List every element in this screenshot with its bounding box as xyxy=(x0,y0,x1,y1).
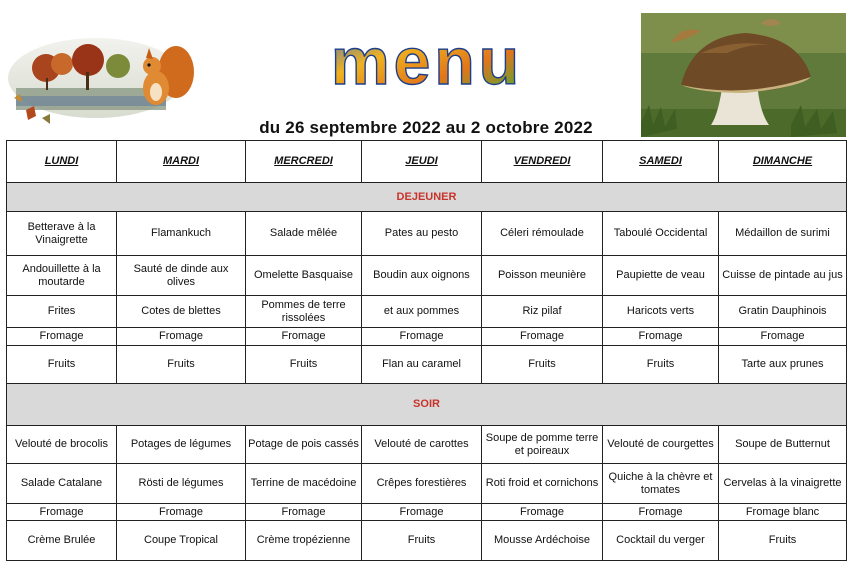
meal-cell: Tarte aux prunes xyxy=(719,346,847,384)
meal-cell: Fruits xyxy=(7,346,117,384)
day-header: MARDI xyxy=(117,141,246,183)
table-row xyxy=(7,296,847,328)
meal-cell: Velouté de brocolis xyxy=(7,426,117,464)
meal-cell: Cuisse de pintade au jus xyxy=(719,256,847,296)
meal-cell: Crêpes forestières xyxy=(362,464,482,504)
meal-cell: Roti froid et cornichons xyxy=(482,464,603,504)
meal-cell: Cocktail du verger xyxy=(603,521,719,561)
table-row xyxy=(7,346,847,384)
day-header: MERCREDI xyxy=(246,141,362,183)
meal-cell: Potage de pois cassés xyxy=(246,426,362,464)
meal-cell: Haricots verts xyxy=(603,296,719,328)
meal-cell: Coupe Tropical xyxy=(117,521,246,561)
lunch-section-row xyxy=(7,183,847,212)
lunch-section-label: DEJEUNER xyxy=(7,183,847,212)
meal-cell: Soupe de pomme terre et poireaux xyxy=(482,426,603,464)
meal-cell: Céleri rémoulade xyxy=(482,212,603,256)
table-row xyxy=(7,256,847,296)
day-header: DIMANCHE xyxy=(719,141,847,183)
meal-cell: Fromage xyxy=(362,328,482,346)
meal-cell: Fruits xyxy=(719,521,847,561)
meal-cell: Fromage xyxy=(719,328,847,346)
table-row xyxy=(7,328,847,346)
dinner-section-label: SOIR xyxy=(7,384,847,426)
table-row xyxy=(7,212,847,256)
meal-cell: Terrine de macédoine xyxy=(246,464,362,504)
meal-cell: Fromage xyxy=(7,504,117,521)
squirrel-landscape-illustration xyxy=(6,28,202,126)
meal-cell: Fromage blanc xyxy=(719,504,847,521)
meal-cell: Salade mêlée xyxy=(246,212,362,256)
day-header: SAMEDI xyxy=(603,141,719,183)
meal-cell: Médaillon de surimi xyxy=(719,212,847,256)
meal-cell: et aux pommes xyxy=(362,296,482,328)
meal-cell: Poisson meunière xyxy=(482,256,603,296)
svg-text:menu: menu xyxy=(330,34,524,98)
meal-cell: Fromage xyxy=(482,504,603,521)
meal-cell: Mousse Ardéchoise xyxy=(482,521,603,561)
menu-title xyxy=(282,34,572,98)
meal-cell: Pates au pesto xyxy=(362,212,482,256)
meal-cell: Fruits xyxy=(362,521,482,561)
meal-cell: Riz pilaf xyxy=(482,296,603,328)
day-header: JEUDI xyxy=(362,141,482,183)
meal-cell: Fromage xyxy=(246,328,362,346)
day-header-row xyxy=(7,141,847,183)
meal-cell: Crème tropézienne xyxy=(246,521,362,561)
meal-cell: Fromage xyxy=(246,504,362,521)
meal-cell: Fromage xyxy=(603,504,719,521)
meal-cell: Velouté de carottes xyxy=(362,426,482,464)
meal-cell: Fromage xyxy=(7,328,117,346)
meal-cell: Betterave à la Vinaigrette xyxy=(7,212,117,256)
meal-cell: Sauté de dinde aux olives xyxy=(117,256,246,296)
meal-cell: Crème Brulée xyxy=(7,521,117,561)
table-row xyxy=(7,426,847,464)
table-row xyxy=(7,504,847,521)
meal-cell: Fromage xyxy=(117,328,246,346)
day-header: LUNDI xyxy=(7,141,117,183)
meal-cell: Cervelas à la vinaigrette xyxy=(719,464,847,504)
meal-cell: Andouillette à la moutarde xyxy=(7,256,117,296)
meal-cell: Velouté de courgettes xyxy=(603,426,719,464)
meal-cell: Fromage xyxy=(482,328,603,346)
meal-cell: Fruits xyxy=(482,346,603,384)
meal-cell: Gratin Dauphinois xyxy=(719,296,847,328)
meal-cell: Omelette Basquaise xyxy=(246,256,362,296)
meal-cell: Fruits xyxy=(603,346,719,384)
meal-cell: Paupiette de veau xyxy=(603,256,719,296)
meal-cell: Fruits xyxy=(117,346,246,384)
meal-cell: Fruits xyxy=(246,346,362,384)
meal-cell: Fromage xyxy=(362,504,482,521)
meal-cell: Soupe de Butternut xyxy=(719,426,847,464)
meal-cell: Potages de légumes xyxy=(117,426,246,464)
meal-cell: Frites xyxy=(7,296,117,328)
dinner-section-row xyxy=(7,384,847,426)
meal-cell: Rösti de légumes xyxy=(117,464,246,504)
table-row xyxy=(7,464,847,504)
meal-cell: Fromage xyxy=(603,328,719,346)
meal-cell: Quiche à la chèvre et tomates xyxy=(603,464,719,504)
meal-cell: Salade Catalane xyxy=(7,464,117,504)
meal-cell: Taboulé Occidental xyxy=(603,212,719,256)
meal-cell: Boudin aux oignons xyxy=(362,256,482,296)
meal-cell: Cotes de blettes xyxy=(117,296,246,328)
meal-cell: Flamankuch xyxy=(117,212,246,256)
meal-cell: Flan au caramel xyxy=(362,346,482,384)
table-row xyxy=(7,521,847,561)
meal-cell: Fromage xyxy=(117,504,246,521)
meal-cell: Pommes de terre rissolées xyxy=(246,296,362,328)
day-header: VENDREDI xyxy=(482,141,603,183)
weekly-menu-table xyxy=(6,140,847,561)
date-range: du 26 septembre 2022 au 2 octobre 2022 xyxy=(259,118,593,137)
